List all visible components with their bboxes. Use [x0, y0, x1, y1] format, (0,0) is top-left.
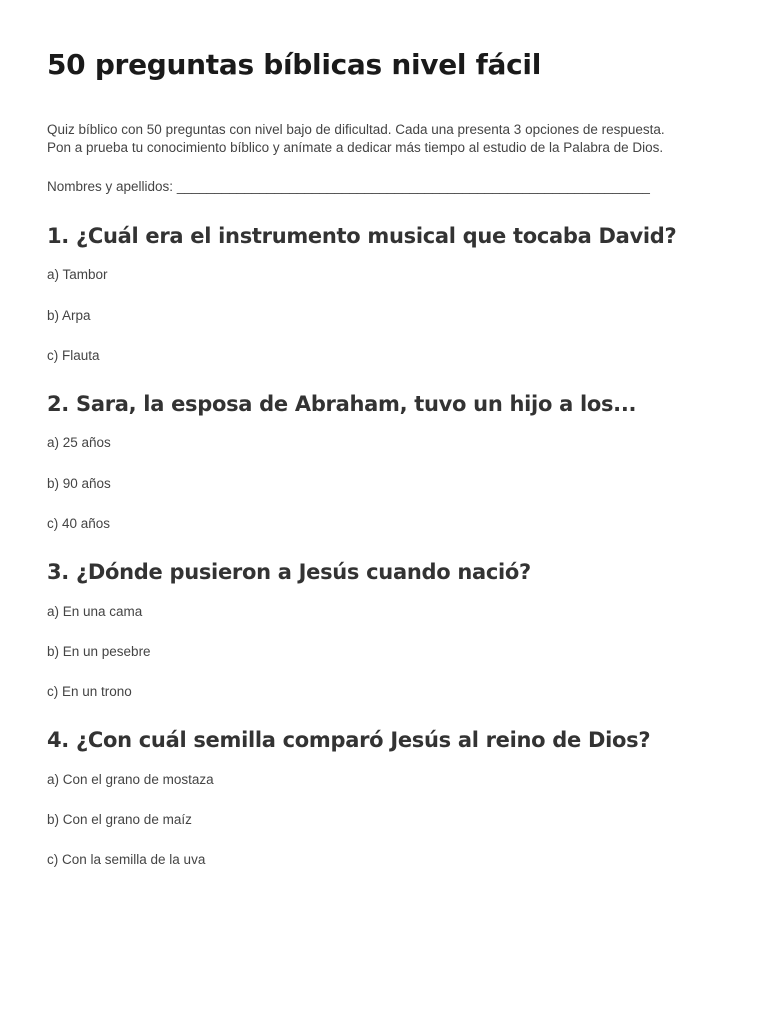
- name-label: Nombres y apellidos:: [47, 179, 174, 194]
- name-blank-line: _______________________________________________________________: [176, 179, 650, 194]
- question-3-option-c: c) En un trono: [47, 684, 132, 699]
- question-3-option-b: b) En un pesebre: [47, 644, 151, 659]
- question-2-option-a: a) 25 años: [47, 435, 111, 450]
- question-1-option-b: b) Arpa: [47, 308, 91, 323]
- question-4-option-c: c) Con la semilla de la uva: [47, 852, 206, 867]
- question-4-option-a: a) Con el grano de mostaza: [47, 772, 214, 787]
- question-1-option-a: a) Tambor: [47, 267, 108, 282]
- question-4-title: 4. ¿Con cuál semilla comparó Jesús al reino de Dios?: [47, 728, 651, 752]
- question-2-title: 2. Sara, la esposa de Abraham, tuvo un hijo a los...: [47, 392, 637, 416]
- question-2-option-c: c) 40 años: [47, 516, 111, 531]
- question-1-title: 1. ¿Cuál era el instrumento musical que tocaba David?: [47, 224, 677, 248]
- question-4-option-b: b) Con el grano de maíz: [47, 812, 192, 827]
- intro-paragraph: [47, 121, 737, 157]
- question-3-option-a: a) En una cama: [47, 604, 143, 619]
- question-1-option-c: c) Flauta: [47, 348, 100, 363]
- question-3-title: 3. ¿Dónde pusieron a Jesús cuando nació?: [47, 560, 531, 584]
- name-field: [47, 179, 650, 194]
- question-2-option-b: b) 90 años: [47, 476, 111, 491]
- document-title: 50 preguntas bíblicas nivel fácil: [47, 48, 542, 81]
- intro-line-1: Quiz bíblico con 50 preguntas con nivel bajo de dificultad. Cada una presenta 3 opciones de respuesta.: [47, 122, 665, 137]
- intro-line-2: Pon a prueba tu conocimiento bíblico y anímate a dedicar más tiempo al estudio de la Palabra de Dios.: [47, 140, 664, 155]
